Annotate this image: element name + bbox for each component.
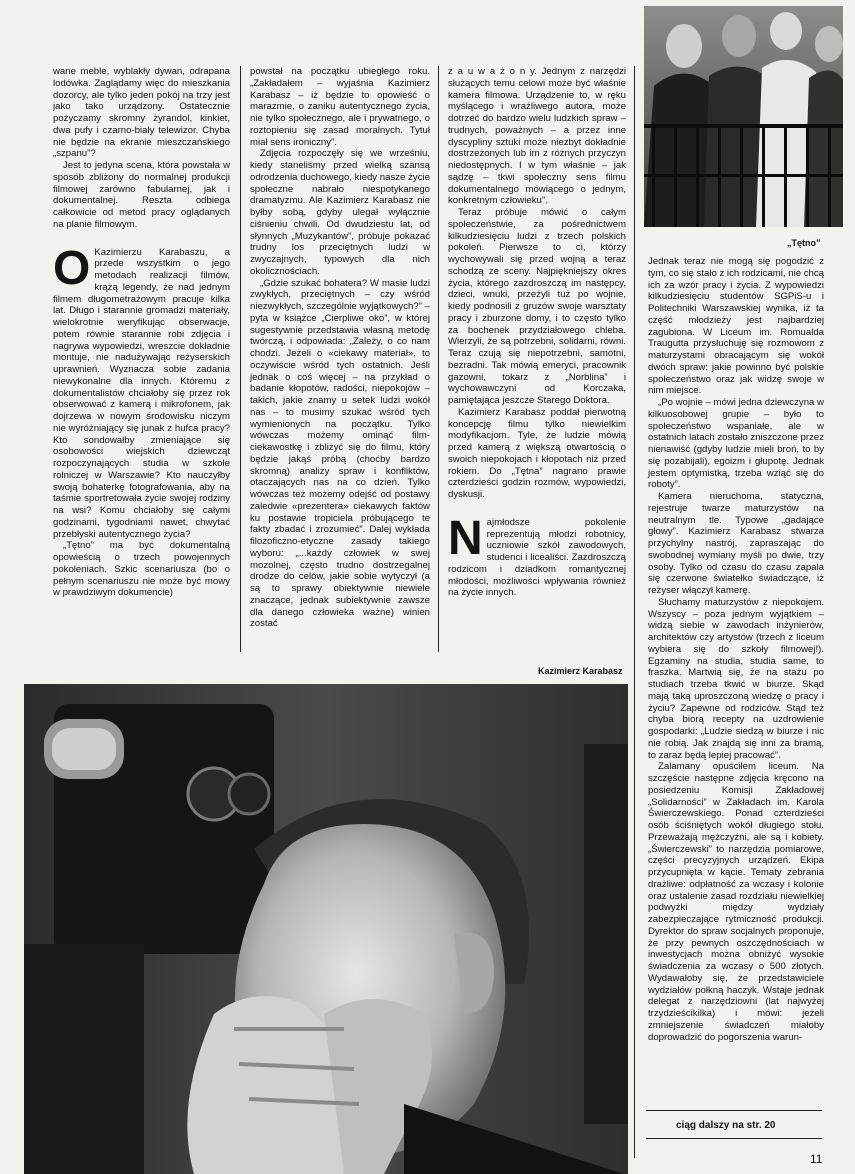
col2-paragraph: „Gdzie szukać bohatera? W masie ludzi zwykłych, przeciętnych – czy wśród niezwykłych, szczególnie wyjątkowych?” – pyta w książce „Cierpliwe oko”, w której sugestywnie przedstawia własną metodę twórczą, i odpowiada: „Zależy, o co nam chodzi. Jeżeli o «ciekawy materiał», to oczywiście wśród tych ostatnich. Jeśli jednak o coś więcej – na przykład o badanie kłopotów, radości, niepokojów – takich, jakie znamy u setek ludzi wokół nas – to musimy szukać wśród tych wymienionych na początku. Tylko wówczas możemy ominąć film-ciekawostkę i zbliżyć się do filmu, który będzie jakąś próbą (choćby bardzo skromną) analizy spraw i konfliktów, otaczających nas na co dzień. Tylko wówczas też możemy odejść od postawy zaledwie «prezentera» ciekawych faktów ku postawie tropiciela próbującego te fakty zbadać i zrozumieć”. Dalej wykłada filozoficzno-etyczne zasady takiego wyboru: „...każdy człowiek w swej mozolnej, często trudno dostrzegalnej drodze do celów, jakie sobie wytyczył (a są to sprawy obiektywnie niewiele znaczące, jednak subiektywnie zawsze dla danego człowieka ważne) winien zostać bbox=[250, 277, 430, 630]
col2-paragraph: Zdjęcia rozpoczęły się we wrześniu, kiedy staneliśmy przed wielką szansą odrodzenia duchowego, kiedy nasze życie społeczne nabrało niespotykanego dramatyzmu. Ale Kazimierz Karabasz nie byłby sobą, gdyby ulegał wyłącznie ciśnieniu chwili. Od dwudziestu lat, od słynnych „Muzykantów”, próbuje pokazać trudny los przeciętnych ludzi w zwyczajnych, typowych dla nich okolicznościach. bbox=[250, 148, 430, 277]
column-1 bbox=[53, 66, 230, 599]
col4-paragraph: Kamera nieruchoma, statyczna, rejestruje twarze maturzystów na neutralnym tle. Typowe „gadające głowy”. Kazimierz Karabasz stwarza przychylny nastrój, zapraszając do swobodnej wymiany myśli po dwie, trzy osoby. Tylko od czasu do czasu zapala się czerwone światełko świadczące, iż reżyser włączył kamerę. bbox=[648, 491, 824, 596]
col1-intro-paragraph: O Kazimierzu Karabaszu, a przede wszystkim o jego metodach realizacji filmów, krążą legendy, że nad jednym filmem długometrażowym pracuje kilka lat. Długo i starannie gromadzi materiały, wielokrotnie weryfikując obserwacje, potem równie starannie robi zdjęcia i nagrywa wypowiedzi, wreszcie dokładnie montuje, nie nadużywając reżyserskich uprawnień. Wyznacza sobie zadania niewykonalne dla innych. Któremu z dokumentalistów chciałoby się przez rok obserwować z kamerą i mikrofonem, jak dojrzewa w nowym środowisku niczym nie wyróżniający się junak z hufca pracy? Kto sondowałby zmieniające się osobowości wiejskich dziewcząt rozpoczynających studia w szkole rolniczej w Warszawie? Kto nauczyłby swoją bohaterkę fotografowania, aby na taśmie sportretowała życie swojej rodziny na wsi? Komu chciałoby się całymi godzinami, tygodniami nawet, chwytać przebłyski autentycznego życia? bbox=[53, 241, 230, 540]
column-4 bbox=[648, 256, 824, 1043]
continued-note: ciąg dalszy na str. 20 bbox=[676, 1120, 776, 1131]
column-3 bbox=[448, 66, 626, 599]
photo-caption-tetno: „Tętno” bbox=[787, 238, 821, 248]
column-2 bbox=[250, 66, 430, 630]
col3-paragraph: z a u w a ż o n y. Jednym z narzędzi służących temu celowi może być właśnie kamera filmowa. Urządzenie to, w ręku myślącego i wrażliwego autora, może dotrzeć do bardzo wielu ludzkich spraw – trudnych, poważnych – a przez inne dyscypliny sztuki może niezbyt dokładnie dostrzeżonych lub im z różnych przyczyn niedostępnych. I w tym właśnie – jak sądzę – tkwi społeczny sens filmu dokumentalnego mówiącego o jednym, konkretnym człowieku”. bbox=[448, 66, 626, 207]
photo-caption-karabasz: Kazimierz Karabasz bbox=[538, 666, 623, 676]
col1-paragraph: wane meble, wyblakły dywan, odrapana lodówka. Zaglądamy więc do mieszkania dozorcy, ale tylko jeden pokój na trzy jest jako tako urządzony. Ostatecznie pożyczamy skromny żyrandol, kinkiet, dwa pufy i czarno-biały telewizor. Chyba nie będzie na ekranie mieszczańskiego „szpanu”? bbox=[53, 66, 230, 160]
column-divider bbox=[438, 66, 439, 652]
tetno-still-photo bbox=[644, 6, 843, 227]
col3-intro-paragraph: Najmłodsze pokolenie reprezentują młodzi robotnicy, uczniowie szkół zawodowych, studenci i licealiści. Zazdroszczą rodzicom i dziadkom romantycznej młodości, możliwości wpływania również na życie innych. bbox=[448, 511, 626, 599]
portrait-illustration bbox=[24, 684, 628, 1174]
col4-paragraph: Jednak teraz nie mogą się pogodzić z tym, co się stało z ich rodzicami, nie chcą ich za wzór pracy i życia. Z wypowiedzi kilkudziesięciu studentów SGPiS-u i Politechniki Warszawskiej wynika, iż ta część młodzieży jest najbardziej zagubiona. W Liceum im. Romualda Traugutta przysłuchuję się rozmowom z maturzystami obracającym się wokół dwóch spraw: jakie powinno być polskie społeczeństwo oraz jak widzę swoje w nim miejsce. bbox=[648, 256, 824, 397]
dropcap-n: N bbox=[448, 511, 483, 565]
col3-paragraph: Kazimierz Karabasz poddał pierwotną koncepcję filmu tylko niewielkim modyfikacjom. Tyle, że ludzie mówią przed kamerą z większą otwartością o swoich niepokojach i kłopotach niż przed rokiem. Do „Tętna” nagrano prawie czterdzieści godzin rozmów, wypowiedzi, dyskusji. bbox=[448, 406, 626, 500]
col4-paragraph: Zalamany opuściłem liceum. Na szczęście następne zdjęcia kręcono na posiedzeniu Komisji Zakładowej „Solidarności” w Zakładach im. Karola Świerczewskiego. Ponad czterdzieści osób ściśniętych wokół długiego stołu. Przeważają mężczyźni, ale są i kobiety. „Świerczewski” to narzędzia pomiarowe, części precyzyjnych urządzeń. Ekipa przycupnięta w kącie. Tematy zebrania drażliwe: odpłatność za wczasy i kolonie oraz ustalenie zasad rozdziału niewielkiej podwyżki między wydziały zabezpieczające rytmiczność produkcji. Dyrektor do spraw socjalnych proponuje, że przy pewnych oszczędnościach w inwestycjach można obniżyć wysokie świadczenia za wczasy o 500 złotych. Wydawałoby się, że przedstawiciele wydziałów połkną haczyk. Wstaje jednak delegat z narzędziowni (lat najwyżej trzydzieścikilka) i mówi: jeżeli zmniejszenie świadczeń miałoby doprowadzić do pogorszenia warun- bbox=[648, 761, 824, 1043]
col1-paragraph: „Tętno” ma być dokumentalną opowieścią o trzech powojennych pokoleniach. Szkic scenariusza (bo o pełnym scenariuszu nie może być mowy w prawdziwym dokumencie) bbox=[53, 540, 230, 599]
col3-paragraph: Teraz próbuje mówić o całym społeczeństwie, za pośrednictwem kilkudziesięciu ludzi z trzech polskich pokoleń. Pierwsze to ci, którzy wychowywali się przed wojną a teraz schodzą ze sceny. Najpiękniejszy okres życia, którego zazdroszczą im następcy, dzieci, wnuki, przeżyli tuż po wojnie, kiedy podnosili z gruzów swoje warsztaty pracy i zburzone domy, i to często tylko za bochenek przydziałowego chleba. Wierzyli, że są potrzebni, solidarni, równi. Teraz czują się niepotrzebni, samotni, bezradni. Tak mówią emeryci, pracownik gazowni, tokarz z „Norblina” i wychowawczyni od Korczaka, pamiętająca jeszcze Starego Doktora. bbox=[448, 207, 626, 406]
column-divider bbox=[240, 66, 241, 652]
col2-paragraph: powstał na początku ubiegłego roku. „Zakładałem – wyjaśnia Kazimierz Karabasz – iż będzie to opowieść o marazmie, o zaniku autentycznego życia, nie tylko społecznego, ale i prywatnego, o roztopieniu się zasad moralnych. Tytuł miał sens ironiczny”. bbox=[250, 66, 430, 148]
dropcap-o: O bbox=[53, 241, 91, 295]
page-number: 11 bbox=[810, 1152, 823, 1166]
col1-paragraph: Jest to jedyna scena, która powstała w sposób zbliżony do normalnej produkcji filmowej zarówno fabularnej, jak i dokumentalnej. Reszta odbiega całkowicie od metod pracy oglądanych na planie filmowym. bbox=[53, 160, 230, 230]
crowd-photo-illustration bbox=[644, 6, 843, 227]
footer-rule bbox=[646, 1138, 822, 1139]
footer-rule bbox=[646, 1110, 822, 1111]
col4-paragraph: „Po wojnie – mówi jedna dziewczyna w kilkuosobowej grupie – było to społeczeństwo wspaniałe, ale w ostatnich latach zostało zniszczone przez nienawiść (gdyby ludzie mieli broń, to by się pozabijali), egoizm i głupotę. Jednak jestem optymistką, trzeba wziąć się do roboty”. bbox=[648, 397, 824, 491]
karabasz-portrait-photo bbox=[24, 684, 628, 1174]
col4-paragraph: Słuchamy maturzystów z niepokojem. Wszyscy – poza jednym wyjątkiem – widzą siebie w zawodach inżynierów, architektów czy artystów (trzech z liceum wybiera się do szkoły filmowej!). Egzaminy na studia, studia same, to fraszka. Martwią się, że na stażu po studiach trzeba tkwić w biurze. Skąd mają taką uproszczoną wiedzę o pracy i życiu? Zapewne od rodziców. Stąd też chyba biorą recepty na uzdrowienie gospodarki: „Ludzie siedzą w biurze i nic nie robią. Jak znajdą się inni za bramą, to zaraz będą lepiej pracować”. bbox=[648, 596, 824, 761]
column-divider bbox=[634, 66, 635, 1158]
